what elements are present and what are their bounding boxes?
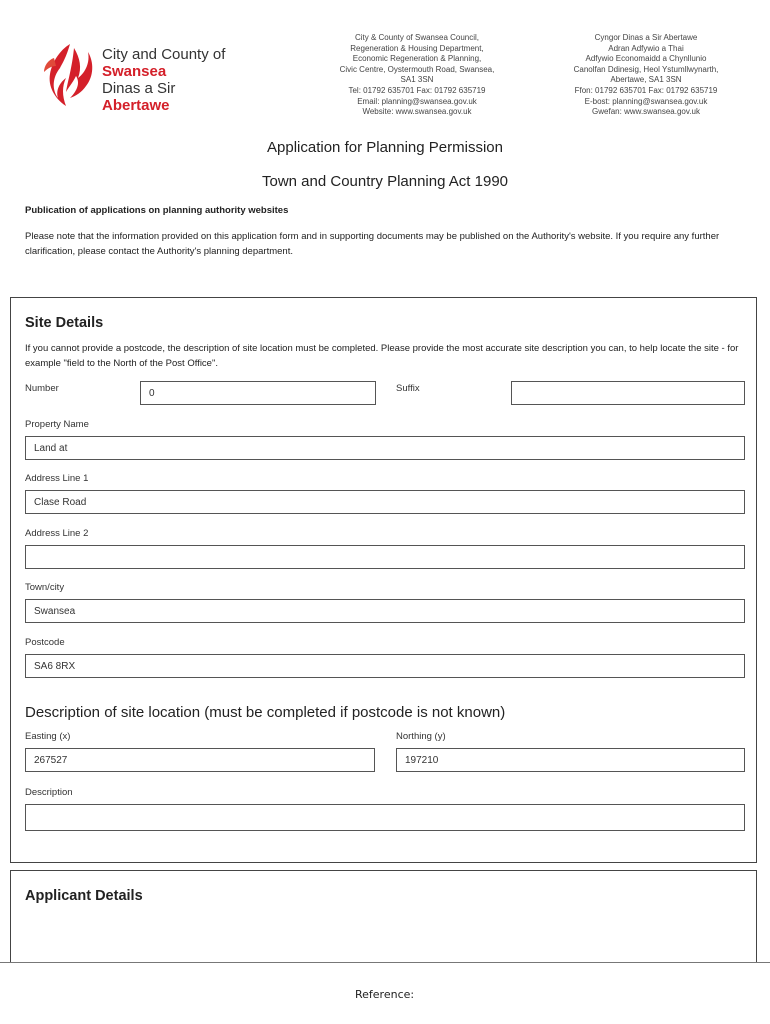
logo-line-2: Swansea <box>102 63 167 80</box>
council-logo <box>40 40 270 112</box>
applicant-details-heading: Applicant Details <box>25 888 143 904</box>
town-field[interactable]: Swansea <box>25 599 745 623</box>
address-line: Civic Centre, Oystermouth Road, Swansea, <box>339 64 495 74</box>
dragon-icon <box>40 40 98 112</box>
logo-line-1: City and County of <box>102 46 226 63</box>
address-english <box>322 33 512 118</box>
number-label: Number <box>25 383 59 394</box>
address-line-1-label: Address Line 1 <box>25 473 89 484</box>
address-line: Tel: 01792 635701 Fax: 01792 635719 <box>348 85 486 95</box>
address-line-2-label: Address Line 2 <box>25 528 89 539</box>
page-subtitle: Town and Country Planning Act 1990 <box>262 173 508 190</box>
address-line: Abertawe, SA1 3SN <box>610 75 682 85</box>
address-line-1-field[interactable]: Clase Road <box>25 490 745 514</box>
property-name-field[interactable]: Land at <box>25 436 745 460</box>
publication-heading: Publication of applications on planning authority websites <box>25 205 289 216</box>
address-line: Regeneration & Housing Department, <box>350 43 484 53</box>
logo-line-4: Abertawe <box>102 97 170 114</box>
applicant-details-section <box>10 870 757 962</box>
address-line-2-field[interactable] <box>25 545 745 569</box>
postcode-field[interactable]: SA6 8RX <box>25 654 745 678</box>
northing-label: Northing (y) <box>396 731 446 742</box>
site-details-intro: If you cannot provide a postcode, the description of site location must be completed. Please provide the most accurate site description you can, to help locate the site - for example "field to the North of the Post Office". <box>25 343 739 369</box>
address-line: Gwefan: www.swansea.gov.uk <box>592 107 700 117</box>
easting-label: Easting (x) <box>25 731 71 742</box>
northing-field[interactable]: 197210 <box>396 748 745 772</box>
address-line: SA1 3SN <box>400 75 434 85</box>
postcode-label: Postcode <box>25 637 65 648</box>
address-line: Website: www.swansea.gov.uk <box>362 107 472 117</box>
number-field[interactable]: 0 <box>140 381 376 405</box>
address-line: Canolfan Ddinesig, Heol Ystumllwynarth, <box>573 64 719 74</box>
address-line: Email: planning@swansea.gov.uk <box>357 96 477 106</box>
address-line: Cyngor Dinas a Sir Abertawe <box>594 33 698 42</box>
address-welsh <box>548 33 744 118</box>
property-name-label: Property Name <box>25 419 89 430</box>
reference-label: Reference: <box>355 988 415 1001</box>
description-field[interactable] <box>25 804 745 831</box>
address-line: Economic Regeneration & Planning, <box>352 54 482 64</box>
suffix-field[interactable] <box>511 381 745 405</box>
page-divider <box>0 962 770 963</box>
town-label: Town/city <box>25 582 65 593</box>
logo-line-3: Dinas a Sir <box>102 80 176 97</box>
address-line: City & County of Swansea Council, <box>354 33 480 42</box>
publication-note: Please note that the information provided on this application form and in supporting documents may be published on the Authority's website. If you require any further clarification, please contact the Authority's planning department. <box>25 231 720 257</box>
site-location-heading: Description of site location (must be completed if postcode is not known) <box>25 704 506 721</box>
address-line: Adfywio Economaidd a Chynllunio <box>585 54 707 64</box>
easting-field[interactable]: 267527 <box>25 748 375 772</box>
description-label: Description <box>25 787 73 798</box>
address-line: Adran Adfywio a Thai <box>608 43 684 53</box>
address-line: E-bost: planning@swansea.gov.uk <box>584 96 708 106</box>
page-title: Application for Planning Permission <box>267 139 503 156</box>
address-line: Ffon: 01792 635701 Fax: 01792 635719 <box>574 85 718 95</box>
suffix-label: Suffix <box>396 383 420 394</box>
site-details-heading: Site Details <box>25 315 104 331</box>
